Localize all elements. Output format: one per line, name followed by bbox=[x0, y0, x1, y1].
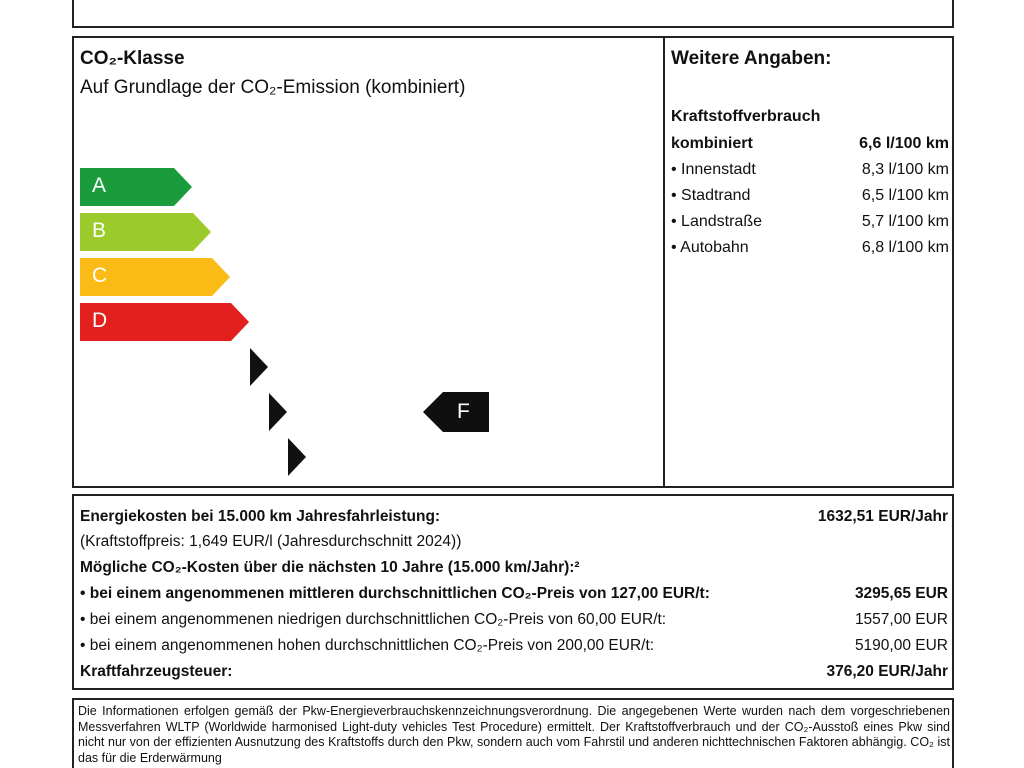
fuel-row-value: 6,5 l/100 km bbox=[861, 187, 949, 204]
cost-row-label: (Kraftstoffpreis: 1,649 EUR/l (Jahresdurchschnitt 2024)) bbox=[80, 533, 462, 550]
top-frame bbox=[72, 0, 954, 28]
class-bar-label: F bbox=[92, 399, 105, 422]
further-info-title: Weitere Angaben: bbox=[671, 48, 832, 69]
fuel-row-label: • Landstraße bbox=[671, 213, 762, 230]
fuel-row-city bbox=[671, 161, 949, 185]
co2-class-panel bbox=[72, 36, 665, 488]
current-class-label: F bbox=[457, 400, 470, 423]
cost-row-value: 1632,51 EUR/Jahr bbox=[817, 508, 948, 525]
class-bar-g bbox=[80, 438, 306, 476]
class-bar-label: D bbox=[92, 309, 108, 332]
cost-row-label: • bei einem angenommenen niedrigen durchschnittlichen CO₂-Preis von 60,00 EUR/t: bbox=[80, 611, 667, 628]
class-bar-c bbox=[80, 258, 230, 296]
co2-cost-high-row bbox=[80, 637, 948, 661]
vehicle-tax-row bbox=[80, 663, 948, 687]
fuel-row-value: 8,3 l/100 km bbox=[861, 161, 949, 178]
class-bar-label: A bbox=[92, 174, 107, 197]
class-bar-f bbox=[80, 393, 287, 431]
fuel-price-row bbox=[80, 533, 948, 557]
fuel-row-rural bbox=[671, 213, 949, 237]
fuel-row-combined bbox=[671, 135, 949, 159]
class-bar-d bbox=[80, 303, 249, 341]
class-bar-label: G bbox=[92, 444, 109, 467]
class-bar-label: E bbox=[92, 354, 107, 377]
cost-row-value: 1557,00 EUR bbox=[854, 611, 948, 628]
fuel-row-label: • Innenstadt bbox=[671, 161, 756, 178]
co2-cost-low-row bbox=[80, 611, 948, 635]
cost-row-label: • bei einem angenommenen hohen durchschnittlichen CO₂-Preis von 200,00 EUR/t: bbox=[80, 637, 655, 654]
co2-class-subtitle: Auf Grundlage der CO₂-Emission (kombiniert) bbox=[80, 77, 466, 98]
class-bar-a bbox=[80, 168, 192, 206]
cost-row-value: 376,20 EUR/Jahr bbox=[826, 663, 948, 680]
cost-row-value: 5190,00 EUR bbox=[854, 637, 948, 654]
co2-cost-medium-row bbox=[80, 585, 948, 609]
energy-cost-row bbox=[80, 508, 948, 532]
fuel-row-suburban bbox=[671, 187, 949, 211]
class-bar-b bbox=[80, 213, 211, 251]
fuel-consumption-heading: Kraftstoffverbrauch bbox=[671, 108, 821, 125]
co2-class-title: CO₂-Klasse bbox=[80, 48, 185, 69]
footnote-text: Die Informationen erfolgen gemäß der Pkw-Energieverbrauchskennzeichnungsverordnung. Die angegebenen Werte wurden nach dem vorgeschriebenen Messverfahren WLTP (Worldwide harmonised Light-duty vehicles Test Procedure) ermittelt. Der Kraftstoffverbrauch und der CO₂-Ausstoß eines Pkw sind nicht nur von der effizienten Ausnutzung des Kraftstoffs durch den Pkw, sondern auch vom Fahrstil und anderen nichttechnischen Faktoren abhängig. CO₂ ist das für die Erderwärmung bbox=[78, 704, 950, 765]
class-bar-e bbox=[80, 348, 268, 386]
costs-panel bbox=[72, 494, 954, 690]
cost-row-label: Energiekosten bei 15.000 km Jahresfahrleistung: bbox=[80, 508, 441, 525]
footnote-panel bbox=[72, 698, 954, 768]
current-class-marker bbox=[423, 392, 489, 432]
class-bar-label: C bbox=[92, 264, 108, 287]
fuel-row-label: kombiniert bbox=[671, 135, 753, 152]
cost-row-value: 3295,65 EUR bbox=[854, 585, 948, 602]
cost-row-label: Kraftfahrzeugsteuer: bbox=[80, 663, 233, 680]
further-info-panel bbox=[663, 36, 954, 488]
fuel-row-value: 6,6 l/100 km bbox=[859, 135, 949, 152]
co2-cost-heading-row bbox=[80, 559, 948, 583]
class-bar-label: B bbox=[92, 219, 107, 242]
cost-row-label: Mögliche CO₂-Kosten über die nächsten 10 Jahre (15.000 km/Jahr):² bbox=[80, 559, 580, 576]
fuel-row-label: • Stadtrand bbox=[671, 187, 751, 204]
cost-row-label: • bei einem angenommenen mittleren durchschnittlichen CO₂-Preis von 127,00 EUR/t: bbox=[80, 585, 710, 602]
fuel-row-value: 6,8 l/100 km bbox=[861, 239, 949, 256]
fuel-row-label: • Autobahn bbox=[671, 239, 749, 256]
fuel-row-value: 5,7 l/100 km bbox=[861, 213, 949, 230]
fuel-row-highway bbox=[671, 239, 949, 263]
